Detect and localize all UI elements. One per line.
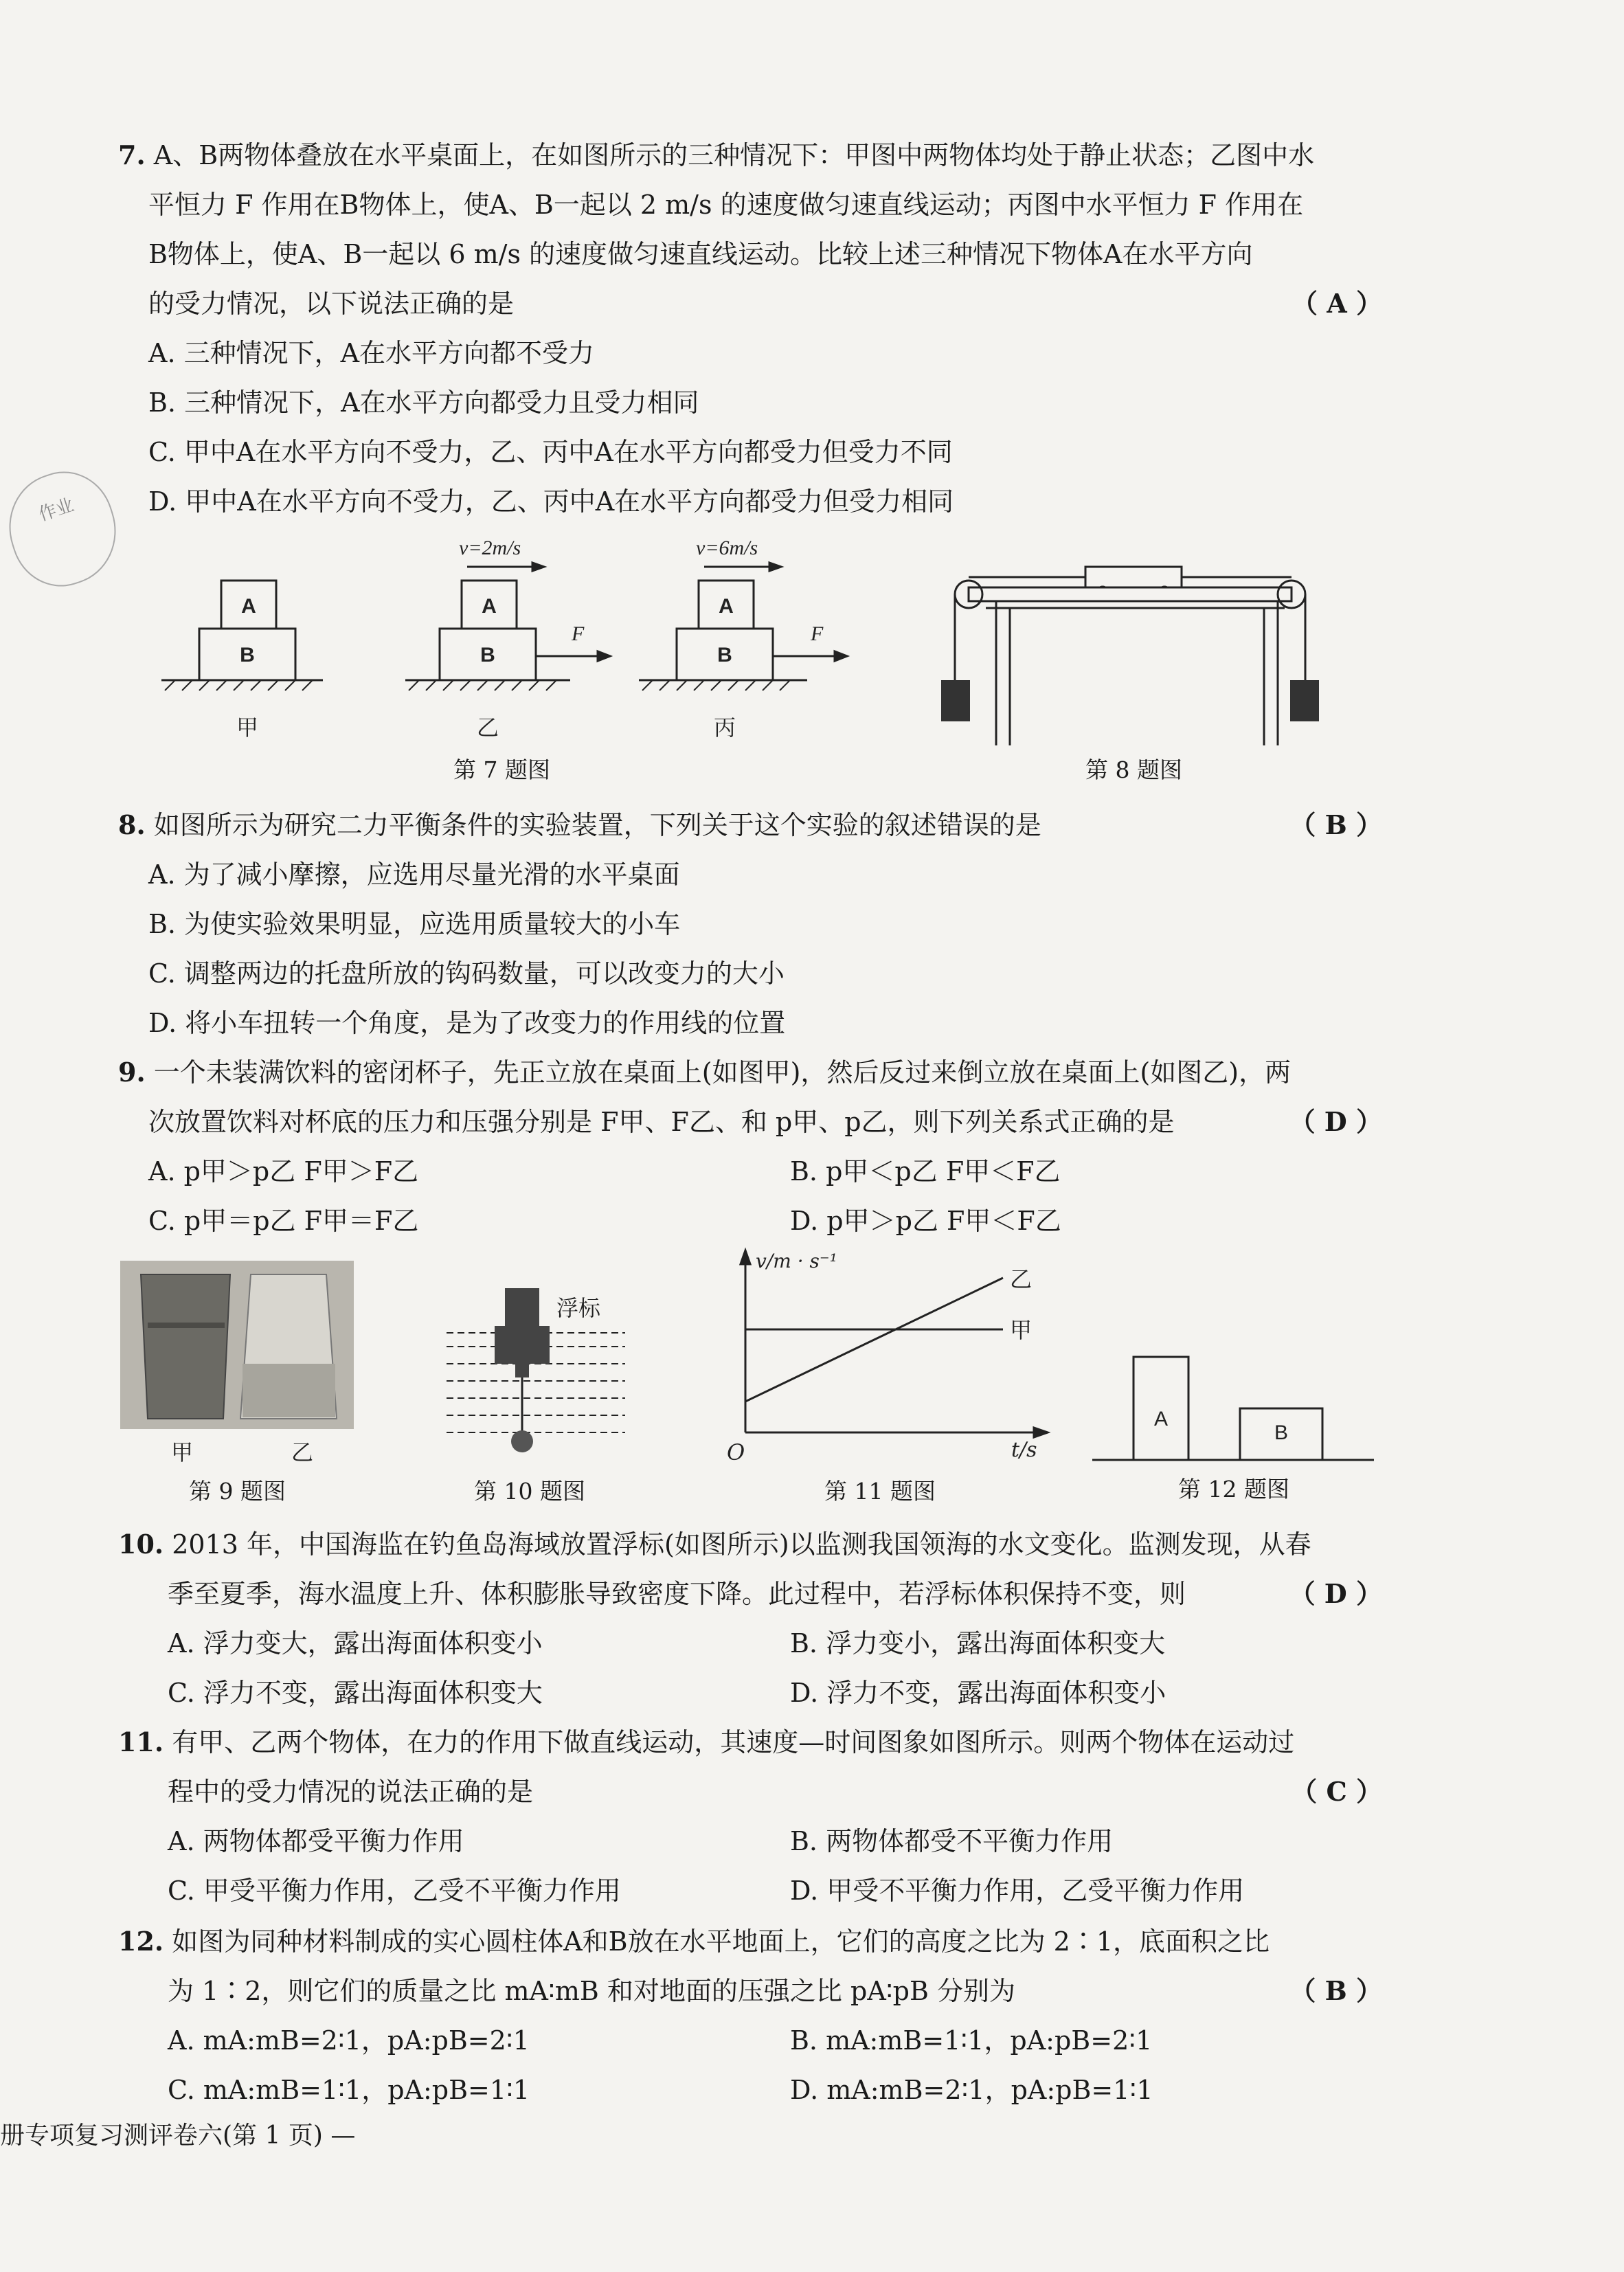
- fig10-label: 浮标: [556, 1295, 601, 1321]
- fig11-caption: 第 11 题图: [824, 1478, 936, 1505]
- figure-8: [941, 556, 1326, 749]
- fig7-yi-label-b: B: [480, 644, 495, 666]
- q7-text-2: 平恒力 F 作用在B物体上，使A、B一起以 2 m/s 的速度做匀速直线运动；丙图中水平恒力 F 作用在: [148, 190, 1304, 220]
- q10-line-1: [118, 1520, 1382, 1569]
- fig10-caption: 第 10 题图: [474, 1478, 585, 1505]
- fig8-table-top: [969, 587, 1292, 601]
- fig10-buoy-body: [495, 1326, 550, 1364]
- fig9-label-jia: 甲: [170, 1439, 194, 1465]
- homework-stamp: [0, 459, 131, 599]
- q10-answer: （ D ）: [1289, 1578, 1382, 1609]
- q9-text-2: 次放置饮料对杯底的压力和压强分别是 F甲、F乙、和 p甲、p乙，则下列关系式正确的是: [148, 1107, 1175, 1137]
- fig10-buoy-top: [505, 1288, 539, 1326]
- q7-line-2: [118, 180, 1382, 229]
- question-8: [118, 800, 1382, 850]
- fig8-caption: 第 8 题图: [1085, 756, 1182, 783]
- q11-answer: （ C ）: [1291, 1776, 1382, 1807]
- fig7-jia-label-b: B: [240, 644, 255, 666]
- q12-line-1: [118, 1917, 1382, 1966]
- q12-option-a: A. mA:mB=2∶1，pA:pB=2∶1: [168, 2025, 530, 2056]
- q12-text-2: 为 1∶2，则它们的质量之比 mA∶mB 和对地面的压强之比 pA∶pB 分别为: [168, 1976, 1015, 2006]
- fig8-cart: [1085, 567, 1182, 587]
- fig7-yi-label-a: A: [482, 595, 497, 618]
- q7-answer: （ A ）: [1292, 288, 1382, 319]
- q12-line-2: [118, 1966, 1382, 2016]
- q9-text-1: 一个未装满饮料的密闭杯子，先正立放在桌面上(如图甲)，然后反过来倒立放在桌面上(如图乙)，两: [153, 1057, 1292, 1088]
- fig11-label-jia: 甲: [1010, 1317, 1033, 1343]
- q7-option-b: B. 三种情况下，A在水平方向都受力且受力相同: [148, 387, 699, 418]
- q7-text-1: A、B两物体叠放在水平桌面上，在如图所示的三种情况下：甲图中两物体均处于静止状态；乙图中水: [153, 140, 1315, 170]
- fig7-label-jia: 甲: [236, 715, 259, 741]
- q11-option-a: A. 两物体都受平衡力作用: [168, 1826, 464, 1856]
- fig8-right-weight: [1290, 680, 1319, 721]
- fig12-caption: 第 12 题图: [1178, 1476, 1289, 1503]
- fig9-label-yi: 乙: [291, 1439, 314, 1465]
- q7-line-3: [118, 229, 1382, 279]
- fig9-caption: 第 9 题图: [189, 1478, 286, 1505]
- q8-number: 8.: [118, 809, 146, 840]
- question-10: [118, 1520, 1382, 1619]
- question-7: [118, 131, 1382, 328]
- figure-7: [151, 526, 872, 787]
- q10-line-2: [118, 1569, 1382, 1619]
- q12-option-d: D. mA:mB=2∶1，pA:pB=1∶1: [790, 2075, 1153, 2105]
- q8-answer: （ B ）: [1289, 809, 1382, 840]
- stamp-text: 作业: [36, 495, 77, 526]
- q10-option-b: B. 浮力变小，露出海面体积变大: [790, 1628, 1166, 1658]
- q12-option-b: B. mA:mB=1∶1，pA:pB=2∶1: [790, 2025, 1153, 2056]
- q7-option-d: D. 甲中A在水平方向不受力，乙、丙中A在水平方向都受力但受力相同: [148, 486, 954, 517]
- figure-11: [714, 1247, 1072, 1467]
- fig7-bing-force-label: F: [811, 622, 824, 645]
- figure-9: [120, 1261, 354, 1474]
- fig7-yi-velocity-label: v=2m/s: [459, 537, 521, 559]
- q11-line-1: [118, 1718, 1382, 1767]
- fig11-y-label: v/m · s⁻¹: [756, 1250, 837, 1272]
- fig11-x-label: t/s: [1011, 1438, 1037, 1462]
- fig7-bing-label-a: A: [719, 595, 734, 618]
- fig9-cup-jia: [141, 1274, 230, 1419]
- q10-text-1: 2013 年，中国海监在钓鱼岛海域放置浮标(如图所示)以监测我国领海的水文变化。监测发现，从春: [172, 1529, 1311, 1560]
- fig11-line-yi: [745, 1278, 1003, 1402]
- q7-option-a: A. 三种情况下，A在水平方向都不受力: [148, 338, 595, 368]
- q9-option-c: C. p甲＝p乙 F甲＝F乙: [148, 1206, 419, 1236]
- q12-answer: （ B ）: [1289, 1975, 1382, 2006]
- fig7-label-bing: 丙: [713, 715, 736, 741]
- q12-option-c: C. mA:mB=1∶1，pA:pB=1∶1: [168, 2075, 530, 2105]
- q10-text-2: 季至夏季，海水温度上升、体积膨胀导致密度下降。此过程中，若浮标体积保持不变，则: [168, 1579, 1186, 1609]
- q9-option-d: D. p甲＞p乙 F甲＜F乙: [790, 1206, 1061, 1236]
- q8-option-d: D. 将小车扭转一个角度，是为了改变力的作用线的位置: [148, 1008, 786, 1038]
- fig11-origin: O: [727, 1439, 745, 1465]
- figure-12: [1092, 1347, 1381, 1463]
- fig7-bing-label-b: B: [717, 644, 732, 666]
- q11-option-d: D. 甲受不平衡力作用，乙受平衡力作用: [790, 1876, 1245, 1906]
- q9-option-a: A. p甲＞p乙 F甲＞F乙: [148, 1156, 419, 1186]
- fig7-yi-force-label: F: [572, 622, 585, 645]
- fig8-left-weight: [941, 680, 970, 721]
- fig12-label-a: A: [1153, 1408, 1169, 1430]
- q9-line-2: [118, 1097, 1382, 1147]
- q9-number: 9.: [118, 1057, 146, 1088]
- q12-number: 12.: [118, 1926, 164, 1957]
- q8-text-1: 如图所示为研究二力平衡条件的实验装置，下列关于这个实验的叙述错误的是: [153, 810, 1041, 840]
- q11-text-1: 有甲、乙两个物体，在力的作用下做直线运动，其速度—时间图象如图所示。则两个物体在运动过: [172, 1727, 1295, 1757]
- q7-line-4: [118, 279, 1382, 328]
- q10-option-d: D. 浮力不变，露出海面体积变小: [790, 1678, 1166, 1708]
- q12-text-1: 如图为同种材料制成的实心圆柱体A和B放在水平地面上，它们的高度之比为 2∶1，底面积之比: [172, 1926, 1270, 1957]
- page-footer: 册专项复习测评卷六(第 1 页) —: [0, 2122, 356, 2150]
- q8-option-a: A. 为了减小摩擦，应选用尽量光滑的水平桌面: [148, 859, 680, 890]
- fig10-anchor: [511, 1430, 533, 1452]
- fig12-label-b: B: [1274, 1421, 1289, 1444]
- q7-text-4: 的受力情况，以下说法正确的是: [148, 289, 515, 319]
- q8-line-1: [118, 800, 1382, 850]
- q7-line-1: [118, 131, 1382, 180]
- q9-line-1: [118, 1048, 1382, 1097]
- question-12: [118, 1917, 1382, 2016]
- q7-number: 7.: [118, 139, 146, 170]
- q9-option-b: B. p甲＜p乙 F甲＜F乙: [790, 1156, 1061, 1186]
- fig11-label-yi: 乙: [1010, 1266, 1033, 1292]
- q11-text-2: 程中的受力情况的说法正确的是: [168, 1777, 534, 1807]
- q9-answer: （ D ）: [1289, 1106, 1382, 1137]
- q8-option-b: B. 为使实验效果明显，应选用质量较大的小车: [148, 909, 681, 939]
- fig7-label-yi: 乙: [476, 715, 499, 741]
- fig7-jia-label-a: A: [241, 595, 256, 618]
- q7-text-3: B物体上，使A、B一起以 6 m/s 的速度做匀速直线运动。比较上述三种情况下物体A在水平方向: [148, 239, 1253, 269]
- fig7-caption: 第 7 题图: [453, 756, 550, 783]
- q11-option-b: B. 两物体都受不平衡力作用: [790, 1826, 1114, 1856]
- q11-line-2: [118, 1767, 1382, 1817]
- fig7-bing-velocity-label: v=6m/s: [696, 537, 758, 559]
- q11-option-c: C. 甲受平衡力作用，乙受不平衡力作用: [168, 1876, 621, 1906]
- q8-option-c: C. 调整两边的托盘所放的钩码数量，可以改变力的大小: [148, 958, 785, 989]
- q10-option-c: C. 浮力不变，露出海面体积变大: [168, 1678, 543, 1708]
- figure-10: [440, 1278, 646, 1463]
- q10-number: 10.: [118, 1529, 164, 1560]
- question-11: [118, 1718, 1382, 1817]
- q11-number: 11.: [118, 1727, 164, 1757]
- q7-option-c: C. 甲中A在水平方向不受力，乙、丙中A在水平方向都受力但受力不同: [148, 437, 953, 467]
- question-9: [118, 1048, 1382, 1147]
- q10-option-a: A. 浮力变大，露出海面体积变小: [168, 1628, 543, 1658]
